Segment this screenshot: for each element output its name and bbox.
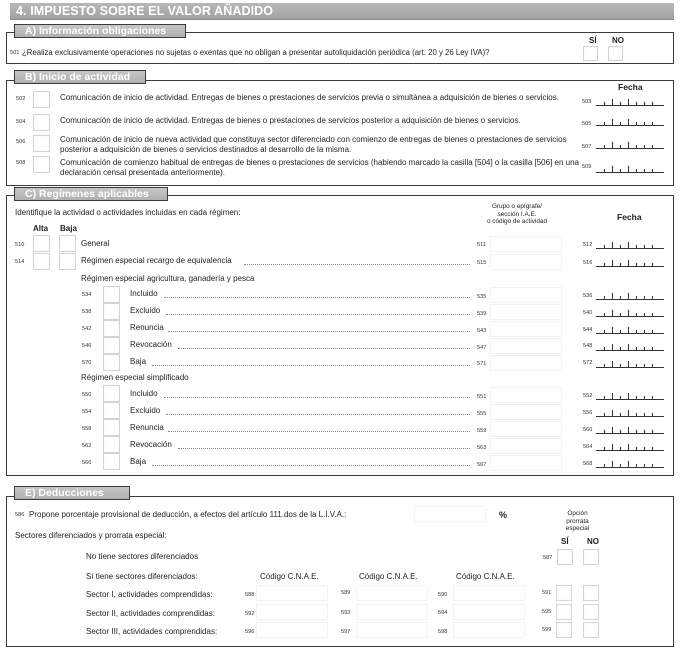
field-563[interactable] (490, 438, 562, 454)
code-508: 508 (16, 160, 26, 166)
date-field-572[interactable] (596, 358, 664, 368)
field-586-percentage[interactable] (414, 506, 486, 522)
code-506: 506 (16, 139, 26, 145)
code-550: 550 (82, 392, 92, 398)
checkbox-508[interactable] (33, 156, 50, 173)
code-560: 560 (583, 427, 593, 433)
code-548: 548 (583, 343, 593, 349)
si-tiene-label: Sí tiene sectores diferenciados: (86, 572, 198, 581)
row-550-label: Incluido (130, 389, 158, 398)
code-590: 590 (438, 592, 448, 598)
sector-3-label: Sector III, actividades comprendidas: (86, 627, 218, 636)
code-547: 547 (477, 345, 487, 351)
row-542-label: Renuncia (130, 323, 164, 332)
checkbox-558[interactable] (103, 419, 120, 436)
checkbox-599-si[interactable] (556, 622, 572, 638)
sector-1-label: Sector I, actividades comprendidas: (86, 590, 213, 599)
checkbox-502[interactable] (33, 91, 50, 108)
section-e-tab: E) Deducciones (14, 486, 130, 500)
field-588[interactable] (256, 585, 328, 601)
field-596[interactable] (256, 622, 328, 638)
leader-dots (168, 331, 470, 332)
leader-dots (166, 414, 470, 415)
code-595: 595 (542, 609, 552, 615)
code-592: 592 (245, 611, 255, 617)
code-501: 501 (10, 50, 20, 56)
code-598: 598 (438, 629, 448, 635)
question-501: ¿Realiza exclusivamente operaciones no sujetas o exentas que no obligan a presentar autoliquidación periódica (art. 20 y 26 Ley IVA)? (22, 48, 490, 57)
checkbox-514-alta[interactable] (33, 253, 50, 270)
date-field-564[interactable] (596, 441, 664, 451)
item-508-text: Comunicación de comienzo habitual de entregas de bienes o prestaciones de servicios (habiendo marcado la casilla [504] o la casilla [506] en una declaración censal presentada anteriormente). (60, 158, 579, 177)
code-554: 554 (82, 409, 92, 415)
cnae-header-3: Código C.N.A.E. (456, 572, 515, 581)
section-a-si-label: SÍ (589, 36, 597, 45)
checkbox-501-no[interactable] (608, 46, 623, 61)
section-c-tab: C) Regímenes aplicables (14, 187, 168, 201)
recargo-label: Régimen especial recargo de equivalencia (81, 256, 232, 265)
code-568: 568 (583, 461, 593, 467)
code-535: 535 (477, 294, 487, 300)
field-543[interactable] (490, 321, 562, 337)
code-534: 534 (82, 292, 92, 298)
code-505: 505 (582, 121, 592, 127)
checkbox-595-no[interactable] (583, 604, 599, 620)
section-a-no-label: NO (612, 36, 624, 45)
leader-dots (166, 314, 470, 315)
row-554-label: Excluido (130, 406, 161, 415)
code-515: 515 (477, 260, 487, 266)
code-587: 587 (543, 555, 553, 561)
checkbox-550[interactable] (103, 385, 120, 402)
checkbox-504[interactable] (33, 114, 50, 131)
code-516: 516 (583, 260, 593, 266)
checkbox-570[interactable] (103, 354, 120, 371)
baja-label: Baja (60, 224, 77, 233)
date-field-556[interactable] (596, 407, 664, 417)
field-559[interactable] (490, 421, 562, 437)
leader-dots (152, 365, 470, 366)
leader-dots (244, 264, 470, 265)
date-field-552[interactable] (596, 390, 664, 400)
date-field-505[interactable] (596, 116, 664, 126)
no-tiene-label: No tiene sectores diferenciados (86, 552, 199, 561)
code-570: 570 (82, 360, 92, 366)
item-504-text: Comunicación de inicio de actividad. Entregas de bienes o prestaciones de servicios posterior a adquisición de bienes o servicios. (60, 116, 521, 125)
code-594: 594 (438, 610, 448, 616)
checkbox-510-baja[interactable] (59, 235, 76, 252)
leader-dots (164, 297, 470, 298)
checkbox-534[interactable] (103, 286, 120, 303)
checkbox-506[interactable] (33, 135, 50, 152)
cnae-header-1: Código C.N.A.E. (260, 572, 319, 581)
code-567: 567 (477, 462, 487, 468)
date-field-560[interactable] (596, 424, 664, 434)
section-a-tab: A) Información obligaciones (14, 24, 186, 38)
code-591: 591 (542, 590, 552, 596)
code-599: 599 (542, 627, 552, 633)
grupo-header: Grupo o epígrafe/ sección I.A.E. o código de actividad (486, 203, 548, 225)
code-588: 588 (245, 592, 255, 598)
checkbox-587-si[interactable] (557, 549, 573, 565)
section-e-no-label: NO (587, 537, 599, 546)
code-571: 571 (477, 361, 487, 367)
row-534-label: Incluido (130, 289, 158, 298)
prorrata-text: Propone porcentaje provisional de deducción, a efectos del artículo 111.dos de la L.I.V.A.: (29, 510, 347, 519)
code-555: 555 (477, 411, 487, 417)
field-539[interactable] (490, 304, 562, 320)
checkbox-510-alta[interactable] (33, 235, 50, 252)
checkbox-514-baja[interactable] (59, 253, 76, 270)
checkbox-587-no[interactable] (583, 549, 599, 565)
code-536: 536 (583, 293, 593, 299)
code-586: 586 (15, 512, 25, 518)
agricultura-heading: Régimen especial agricultura, ganadería y pesca (81, 274, 255, 283)
code-514: 514 (15, 259, 25, 265)
leader-dots (168, 431, 470, 432)
date-field-548[interactable] (596, 341, 664, 351)
code-539: 539 (477, 311, 487, 317)
code-512: 512 (583, 242, 593, 248)
field-590[interactable] (453, 585, 525, 601)
code-544: 544 (583, 327, 593, 333)
field-589[interactable] (356, 585, 428, 601)
percent-sign: % (499, 510, 508, 520)
field-593[interactable] (356, 604, 428, 620)
row-562-label: Revocación (130, 440, 172, 449)
field-511[interactable] (490, 236, 562, 252)
row-558-label: Renuncia (130, 423, 164, 432)
date-field-509[interactable] (596, 163, 664, 173)
checkbox-542[interactable] (103, 320, 120, 337)
field-551[interactable] (490, 387, 562, 403)
code-589: 589 (341, 590, 351, 596)
section-e-si-label: SÍ (561, 537, 569, 546)
date-field-516[interactable] (596, 257, 664, 267)
code-502: 502 (16, 96, 26, 102)
opcion-prorrata-header: Opción prorrata especial (565, 510, 590, 532)
date-field-540[interactable] (596, 307, 664, 317)
section-b-fecha-label: Fecha (618, 82, 643, 92)
code-562: 562 (82, 443, 92, 449)
code-510: 510 (15, 242, 25, 248)
section-c-fecha-label: Fecha (617, 212, 642, 222)
date-field-503[interactable] (596, 96, 664, 106)
code-543: 543 (477, 328, 487, 334)
section-b-tab: B) Inicio de actividad (14, 70, 146, 84)
checkbox-595-si[interactable] (556, 604, 572, 620)
leader-dots (178, 348, 470, 349)
leader-dots (164, 397, 470, 398)
code-552: 552 (583, 393, 593, 399)
sectores-label: Sectores diferenciados y prorrata especial: (15, 531, 167, 540)
code-542: 542 (82, 326, 92, 332)
field-592[interactable] (256, 604, 328, 620)
cnae-header-2: Código C.N.A.E. (359, 572, 418, 581)
checkbox-591-no[interactable] (583, 585, 599, 601)
row-546-label: Revocación (130, 340, 172, 349)
code-538: 538 (82, 309, 92, 315)
item-502-text: Comunicación de inicio de actividad. Entregas de bienes o prestaciones de servicios previa o simultánea a adquisición de bienes o servicios. (60, 93, 559, 102)
field-535[interactable] (490, 287, 562, 303)
code-558: 558 (82, 426, 92, 432)
row-566-label: Baja (130, 457, 147, 466)
checkbox-599-no[interactable] (583, 622, 599, 638)
item-506-text: Comunicación de inicio de nueva actividad que constituya sector diferenciado con comienzo de entregas de bienes o prestaciones de servicios posterior a adquisición de bienes o servicios destinados al desarrollo de la misma. (60, 135, 567, 154)
sector-2-label: Sector II, actividades comprendidas: (86, 609, 215, 618)
code-509: 509 (582, 164, 592, 170)
field-547[interactable] (490, 338, 562, 354)
simplificado-heading: Régimen especial simplificado (81, 373, 189, 382)
checkbox-538[interactable] (103, 303, 120, 320)
section-c-intro: Identifique la actividad o actividades incluidas en cada régimen: (15, 208, 241, 217)
code-559: 559 (477, 428, 487, 434)
date-field-507[interactable] (596, 139, 664, 149)
code-540: 540 (583, 310, 593, 316)
leader-dots (178, 448, 470, 449)
row-538-label: Excluido (130, 306, 161, 315)
code-503: 503 (582, 99, 592, 105)
code-593: 593 (341, 610, 351, 616)
checkbox-562[interactable] (103, 436, 120, 453)
form-title: 4. IMPUESTO SOBRE EL VALOR AÑADIDO (10, 3, 674, 20)
field-555[interactable] (490, 404, 562, 420)
field-597[interactable] (356, 622, 428, 638)
code-597: 597 (341, 629, 351, 635)
checkbox-554[interactable] (103, 402, 120, 419)
code-596: 596 (245, 629, 255, 635)
general-label: General (81, 239, 110, 248)
checkbox-566[interactable] (103, 453, 120, 470)
field-594[interactable] (453, 604, 525, 620)
field-571[interactable] (490, 355, 562, 371)
code-556: 556 (583, 410, 593, 416)
code-551: 551 (477, 394, 487, 400)
code-511: 511 (477, 242, 486, 248)
field-567[interactable] (490, 455, 562, 471)
code-507: 507 (582, 144, 592, 150)
code-504: 504 (16, 119, 26, 125)
checkbox-501-si[interactable] (583, 46, 598, 61)
field-515[interactable] (490, 254, 562, 270)
code-572: 572 (583, 360, 593, 366)
date-field-568[interactable] (596, 458, 664, 468)
date-field-512[interactable] (596, 239, 664, 249)
leader-dots (152, 465, 470, 466)
code-546: 546 (82, 343, 92, 349)
code-563: 563 (477, 445, 487, 451)
date-field-544[interactable] (596, 324, 664, 334)
checkbox-546[interactable] (103, 337, 120, 354)
code-564: 564 (583, 444, 593, 450)
checkbox-591-si[interactable] (556, 585, 572, 601)
code-566: 566 (82, 460, 92, 466)
field-598[interactable] (453, 622, 525, 638)
date-field-536[interactable] (596, 290, 664, 300)
alta-label: Alta (33, 224, 49, 233)
row-570-label: Baja (130, 357, 147, 366)
